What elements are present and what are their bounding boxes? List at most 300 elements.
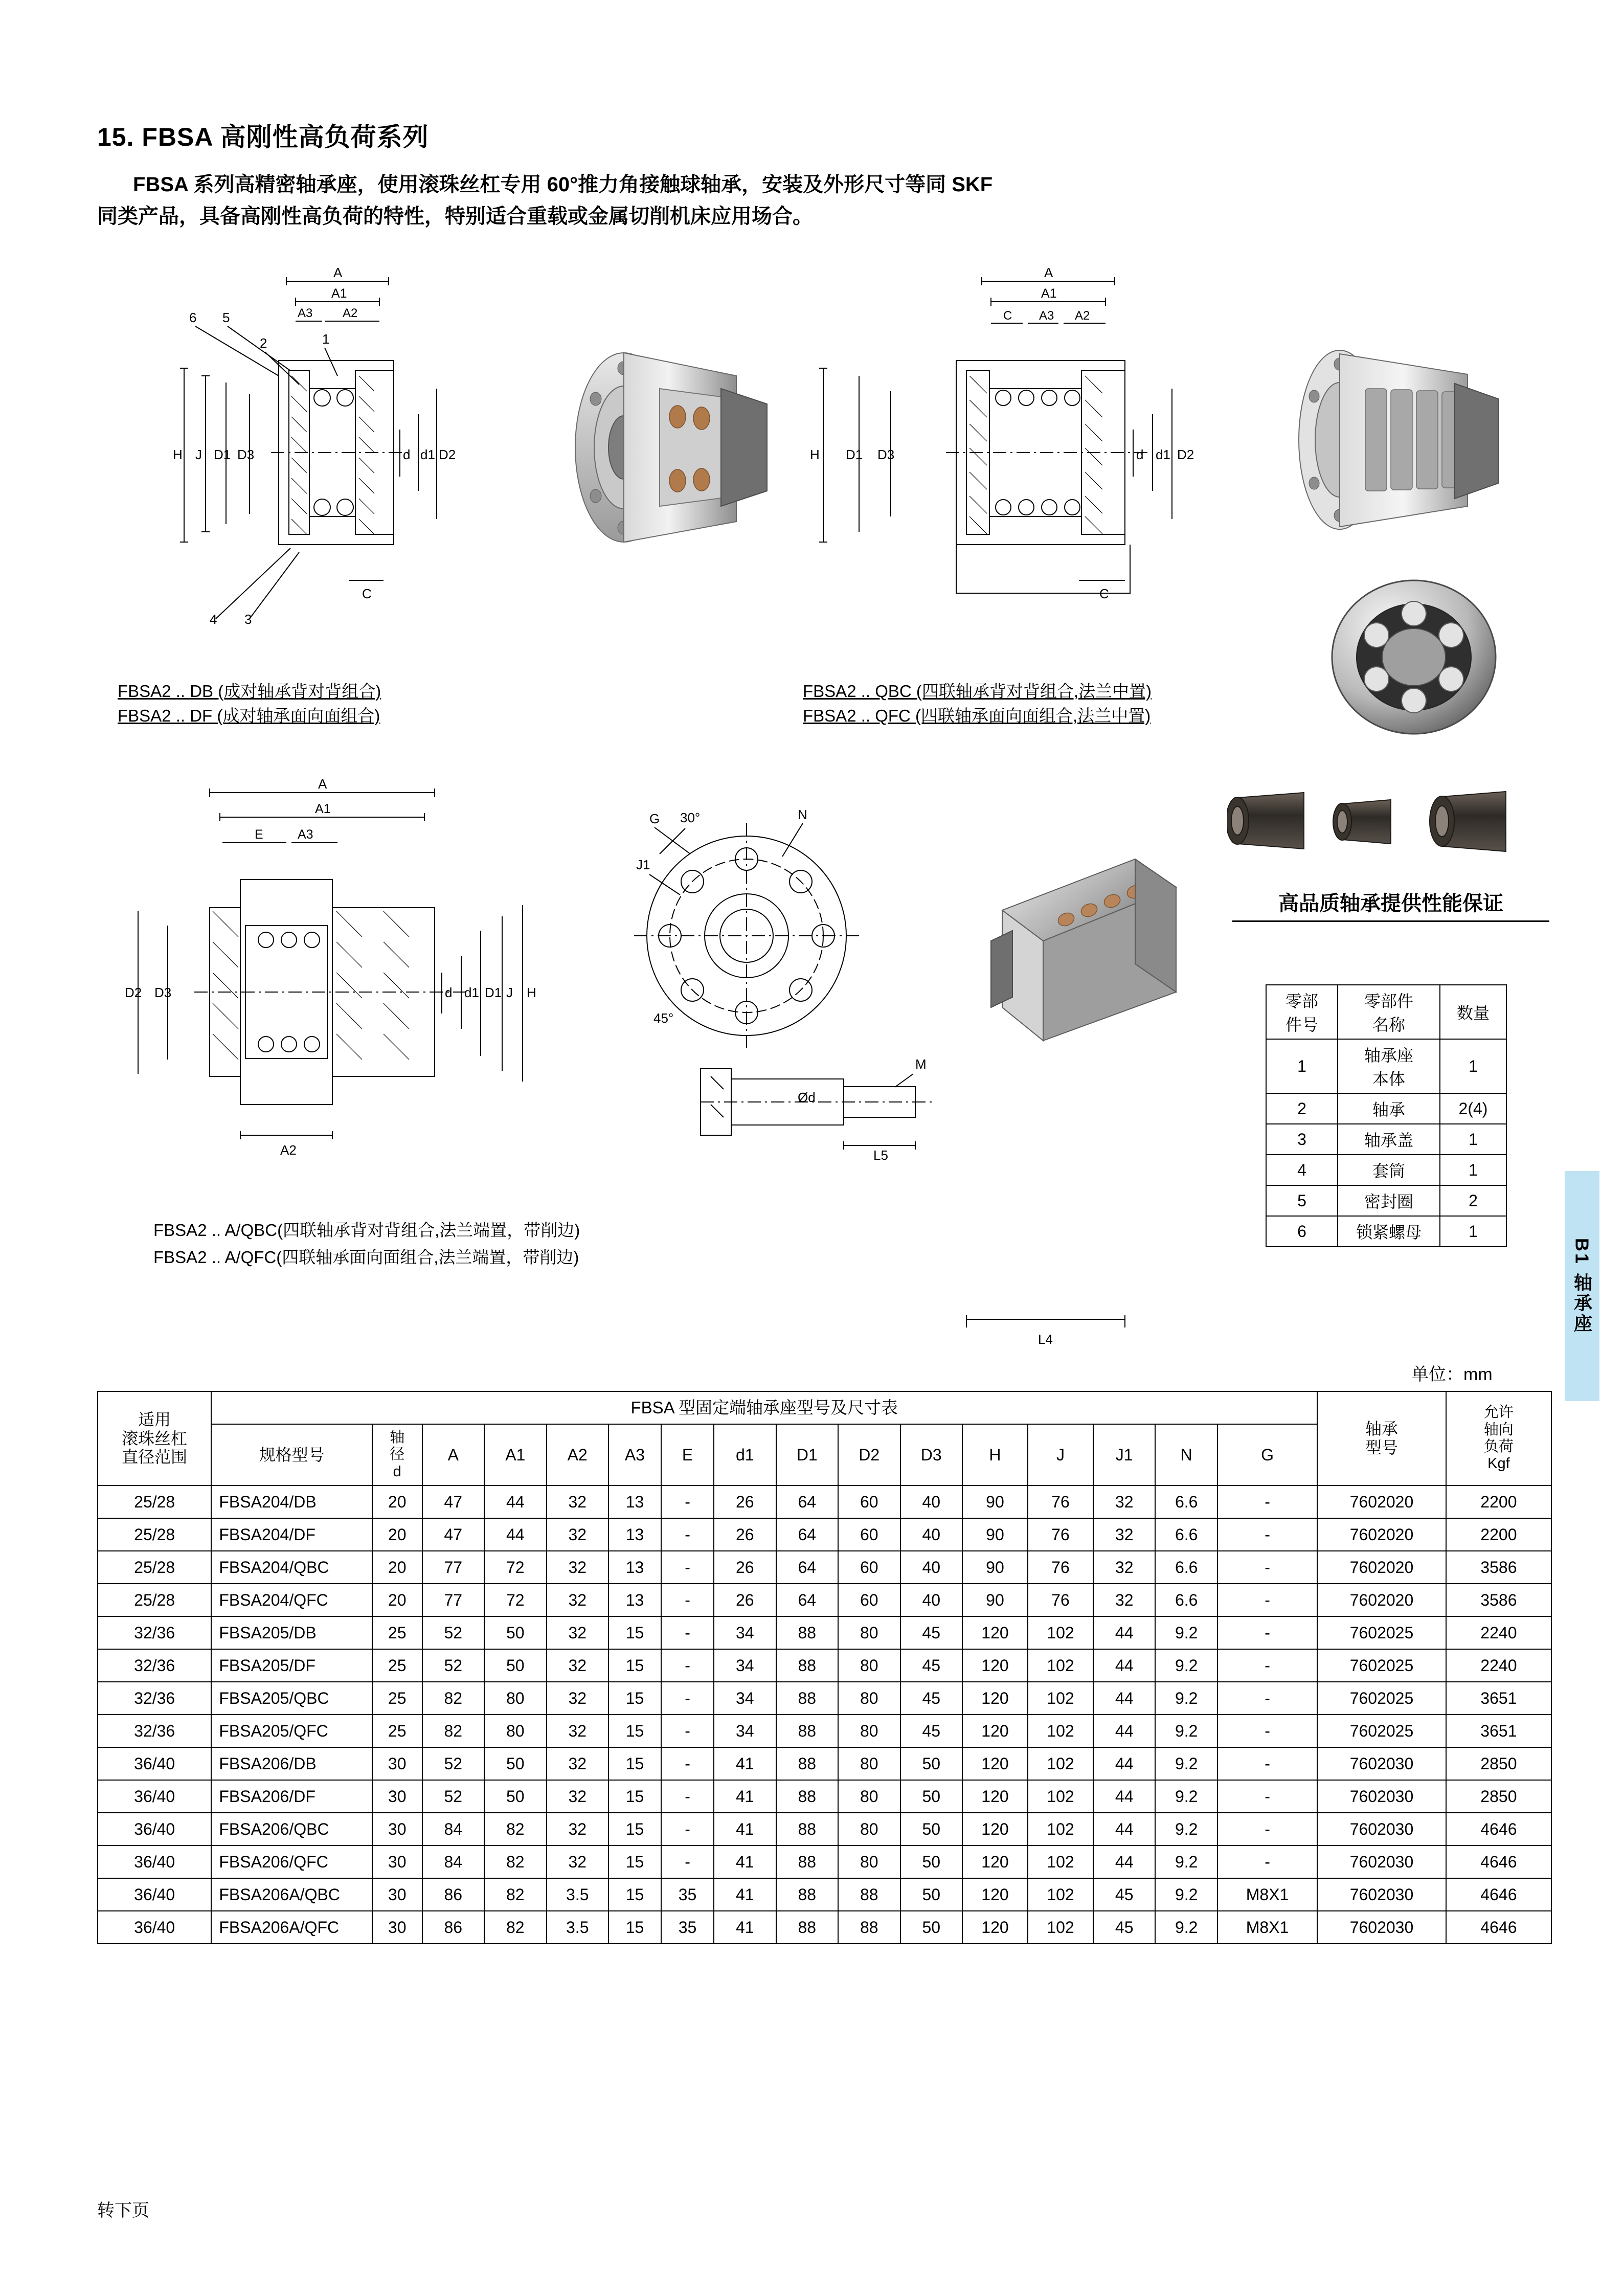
cell-D3: 45 (900, 1715, 962, 1747)
svg-text:D2: D2 (125, 985, 142, 1000)
header-D1: D1 (776, 1424, 838, 1485)
svg-text:C: C (362, 586, 372, 601)
header-A1: A1 (484, 1424, 546, 1485)
cell-d: 20 (372, 1551, 422, 1584)
cell-model: FBSA205/QFC (211, 1715, 372, 1747)
cell-A2: 32 (547, 1485, 608, 1518)
cell-E: - (661, 1715, 714, 1747)
cell-d1: 26 (714, 1551, 776, 1584)
figure-3-photo (982, 839, 1197, 1053)
cell-d: 30 (372, 1911, 422, 1944)
svg-text:L5: L5 (873, 1147, 888, 1161)
cell-A1: 82 (484, 1878, 546, 1911)
header-D3: D3 (900, 1424, 962, 1485)
parts-header-name: 零部件 名称 (1338, 985, 1440, 1039)
part-no: 4 (1266, 1155, 1338, 1185)
cell-A: 77 (422, 1584, 484, 1616)
cell-H: 120 (962, 1780, 1028, 1813)
svg-text:D1: D1 (846, 447, 863, 462)
part-name: 锁紧螺母 (1338, 1216, 1440, 1247)
cell-A3: 15 (608, 1878, 661, 1911)
svg-text:A1: A1 (1041, 286, 1057, 301)
cell-range: 25/28 (98, 1485, 211, 1518)
page-title: 15. FBSA 高刚性高负荷系列 (97, 123, 429, 151)
cell-A: 52 (422, 1649, 484, 1682)
cell-load: 3651 (1446, 1715, 1551, 1747)
cell-load: 3651 (1446, 1682, 1551, 1715)
cell-model: FBSA206/QBC (211, 1813, 372, 1845)
cell-E: - (661, 1813, 714, 1845)
header-D2: D2 (838, 1424, 900, 1485)
cell-G: M8X1 (1217, 1878, 1317, 1911)
part-no: 2 (1266, 1093, 1338, 1124)
cell-A2: 32 (547, 1682, 608, 1715)
cell-D1: 88 (776, 1715, 838, 1747)
cell-J1: 45 (1093, 1878, 1155, 1911)
cell-A2: 32 (547, 1551, 608, 1584)
cell-J: 102 (1028, 1715, 1093, 1747)
figure-3-caption-line-1: FBSA2 .. A/QBC(四联轴承背对背组合,法兰端置，带削边) (153, 1221, 580, 1240)
cell-bearing: 7602030 (1317, 1845, 1446, 1878)
cell-A: 77 (422, 1551, 484, 1584)
cell-D1: 88 (776, 1780, 838, 1813)
cell-model: FBSA206A/QFC (211, 1911, 372, 1944)
cell-A1: 82 (484, 1911, 546, 1944)
svg-text:A1: A1 (315, 802, 331, 816)
table-row (98, 1715, 1551, 1747)
cell-A2: 32 (547, 1584, 608, 1616)
header-axial-load: 允许 轴向 负荷 Kgf (1446, 1391, 1551, 1485)
cell-A3: 15 (608, 1649, 661, 1682)
cell-load: 3586 (1446, 1551, 1551, 1584)
figure-1-photo (568, 327, 787, 568)
cell-G: - (1217, 1845, 1317, 1878)
cell-A: 52 (422, 1780, 484, 1813)
svg-text:Ød: Ød (798, 1090, 816, 1105)
cell-d: 25 (372, 1715, 422, 1747)
figure-1-caption (118, 679, 381, 728)
cell-H: 90 (962, 1485, 1028, 1518)
dimension-table (97, 1391, 1552, 1944)
cell-H: 120 (962, 1715, 1028, 1747)
cell-load: 4646 (1446, 1845, 1551, 1878)
svg-text:4: 4 (210, 612, 217, 627)
cell-G: M8X1 (1217, 1911, 1317, 1944)
cell-H: 90 (962, 1584, 1028, 1616)
cell-range: 36/40 (98, 1878, 211, 1911)
cell-D2: 80 (838, 1813, 900, 1845)
intro-line-1: FBSA 系列高精密轴承座，使用滚珠丝杠专用 60°推力角接触球轴承，安装及外形尺寸等同 SKF (133, 173, 993, 196)
cell-J1: 44 (1093, 1715, 1155, 1747)
svg-text:C: C (1099, 586, 1109, 601)
cell-J1: 32 (1093, 1584, 1155, 1616)
header-J1: J1 (1093, 1424, 1155, 1485)
cell-model: FBSA204/QFC (211, 1584, 372, 1616)
cell-G: - (1217, 1551, 1317, 1584)
part-qty: 1 (1440, 1216, 1506, 1247)
cell-model: FBSA205/DF (211, 1649, 372, 1682)
svg-text:L4: L4 (1038, 1332, 1053, 1347)
cell-N: 9.2 (1155, 1780, 1217, 1813)
figure-2-caption-line-2: FBSA2 .. QFC (四联轴承面向面组合,法兰中置) (803, 706, 1151, 725)
svg-text:d: d (445, 985, 453, 1000)
table-row (98, 1813, 1551, 1845)
svg-text:D3: D3 (237, 447, 255, 462)
parts-table-header-row (1266, 985, 1506, 1039)
cell-load: 2240 (1446, 1616, 1551, 1649)
cell-D3: 45 (900, 1682, 962, 1715)
svg-text:N: N (798, 807, 807, 822)
table-row (98, 1747, 1551, 1780)
cell-d: 25 (372, 1616, 422, 1649)
cell-model: FBSA205/DB (211, 1616, 372, 1649)
header-J: J (1028, 1424, 1093, 1485)
cell-bearing: 7602025 (1317, 1649, 1446, 1682)
cell-J1: 32 (1093, 1551, 1155, 1584)
cell-J: 76 (1028, 1584, 1093, 1616)
cell-D2: 80 (838, 1649, 900, 1682)
cell-J: 76 (1028, 1485, 1093, 1518)
cell-D1: 88 (776, 1845, 838, 1878)
cell-E: - (661, 1747, 714, 1780)
cell-A1: 72 (484, 1551, 546, 1584)
header-H: H (962, 1424, 1028, 1485)
svg-text:3: 3 (244, 612, 252, 627)
header-A2: A2 (547, 1424, 608, 1485)
cell-range: 36/40 (98, 1845, 211, 1878)
cell-N: 9.2 (1155, 1878, 1217, 1911)
cell-range: 25/28 (98, 1551, 211, 1584)
table-row (1266, 1185, 1506, 1216)
cell-G: - (1217, 1780, 1317, 1813)
cell-D2: 80 (838, 1747, 900, 1780)
cell-model: FBSA206A/QBC (211, 1878, 372, 1911)
cell-D2: 60 (838, 1584, 900, 1616)
svg-text:D3: D3 (154, 985, 172, 1000)
parts-list-table (1266, 984, 1507, 1247)
svg-text:30°: 30° (680, 810, 701, 825)
part-name: 套筒 (1338, 1155, 1440, 1185)
table-row (98, 1649, 1551, 1682)
cell-bearing: 7602025 (1317, 1682, 1446, 1715)
cell-J1: 44 (1093, 1616, 1155, 1649)
cell-E: - (661, 1551, 714, 1584)
cell-D3: 50 (900, 1780, 962, 1813)
part-name: 轴承座 本体 (1338, 1039, 1440, 1093)
cell-bearing: 7602030 (1317, 1747, 1446, 1780)
cell-A2: 32 (547, 1616, 608, 1649)
cell-D3: 50 (900, 1878, 962, 1911)
cell-J: 102 (1028, 1845, 1093, 1878)
svg-text:D2: D2 (1177, 447, 1194, 462)
part-name: 轴承 (1338, 1093, 1440, 1124)
svg-text:A2: A2 (343, 306, 358, 320)
ball-bearing-photo (1324, 573, 1503, 741)
table-row (1266, 1155, 1506, 1185)
cell-N: 9.2 (1155, 1715, 1217, 1747)
cell-D3: 40 (900, 1584, 962, 1616)
cell-J: 102 (1028, 1682, 1093, 1715)
svg-text:C: C (1003, 309, 1012, 323)
cell-range: 36/40 (98, 1747, 211, 1780)
svg-text:A1: A1 (331, 286, 347, 301)
cell-range: 32/36 (98, 1682, 211, 1715)
cell-bearing: 7602020 (1317, 1485, 1446, 1518)
cell-d: 20 (372, 1485, 422, 1518)
figure-1-caption-line-2: FBSA2 .. DF (成对轴承面向面组合) (118, 706, 380, 725)
svg-text:D1: D1 (214, 447, 231, 462)
cell-d1: 26 (714, 1485, 776, 1518)
cell-H: 120 (962, 1682, 1028, 1715)
cell-D3: 40 (900, 1485, 962, 1518)
cell-A3: 13 (608, 1485, 661, 1518)
table-row (1266, 1124, 1506, 1155)
cell-J: 102 (1028, 1649, 1093, 1682)
cell-A: 84 (422, 1845, 484, 1878)
header-model: 规格型号 (211, 1424, 372, 1485)
cell-load: 4646 (1446, 1878, 1551, 1911)
cell-E: - (661, 1584, 714, 1616)
cell-d1: 41 (714, 1911, 776, 1944)
part-qty: 1 (1440, 1124, 1506, 1155)
cell-load: 2850 (1446, 1747, 1551, 1780)
cell-D2: 80 (838, 1715, 900, 1747)
header-span-title: FBSA 型固定端轴承座型号及尺寸表 (211, 1391, 1317, 1424)
cell-range: 32/36 (98, 1616, 211, 1649)
cell-D2: 88 (838, 1878, 900, 1911)
cell-D1: 88 (776, 1682, 838, 1715)
cell-G: - (1217, 1518, 1317, 1551)
cell-A1: 82 (484, 1813, 546, 1845)
cell-H: 120 (962, 1616, 1028, 1649)
cell-H: 120 (962, 1911, 1028, 1944)
cell-A2: 32 (547, 1780, 608, 1813)
cell-D1: 88 (776, 1649, 838, 1682)
svg-text:45°: 45° (653, 1010, 674, 1026)
cell-D1: 88 (776, 1616, 838, 1649)
cell-d1: 41 (714, 1747, 776, 1780)
cell-range: 36/40 (98, 1813, 211, 1845)
part-no: 3 (1266, 1124, 1338, 1155)
cell-A2: 32 (547, 1813, 608, 1845)
cell-E: - (661, 1845, 714, 1878)
cell-G: - (1217, 1649, 1317, 1682)
svg-text:d: d (1136, 447, 1144, 462)
cell-E: - (661, 1682, 714, 1715)
cell-A1: 80 (484, 1682, 546, 1715)
table-row (98, 1878, 1551, 1911)
cell-A3: 15 (608, 1715, 661, 1747)
cell-load: 2850 (1446, 1780, 1551, 1813)
cell-J: 102 (1028, 1911, 1093, 1944)
cell-N: 9.2 (1155, 1616, 1217, 1649)
cell-A1: 50 (484, 1649, 546, 1682)
cell-A3: 13 (608, 1551, 661, 1584)
cell-bearing: 7602030 (1317, 1780, 1446, 1813)
cell-A2: 3.5 (547, 1911, 608, 1944)
dimension-table-title-row (98, 1391, 1551, 1424)
cell-A2: 32 (547, 1845, 608, 1878)
figure-1-cross-section (169, 266, 557, 655)
svg-text:D2: D2 (439, 447, 456, 462)
cell-D2: 88 (838, 1911, 900, 1944)
cell-N: 9.2 (1155, 1911, 1217, 1944)
cell-d1: 41 (714, 1845, 776, 1878)
cell-J1: 32 (1093, 1518, 1155, 1551)
cell-J1: 44 (1093, 1747, 1155, 1780)
cell-A3: 15 (608, 1813, 661, 1845)
part-no: 1 (1266, 1039, 1338, 1093)
cell-A: 86 (422, 1911, 484, 1944)
cell-H: 90 (962, 1551, 1028, 1584)
svg-text:A3: A3 (298, 827, 313, 842)
cell-H: 120 (962, 1649, 1028, 1682)
cell-J1: 45 (1093, 1911, 1155, 1944)
cell-A2: 32 (547, 1518, 608, 1551)
table-row (98, 1584, 1551, 1616)
cell-J1: 32 (1093, 1485, 1155, 1518)
cell-A3: 15 (608, 1911, 661, 1944)
cell-A3: 15 (608, 1616, 661, 1649)
svg-text:A3: A3 (298, 306, 313, 320)
part-qty: 1 (1440, 1039, 1506, 1093)
cell-bearing: 7602030 (1317, 1878, 1446, 1911)
cell-J1: 44 (1093, 1649, 1155, 1682)
cell-D1: 88 (776, 1911, 838, 1944)
svg-text:6: 6 (189, 310, 197, 325)
cell-A1: 50 (484, 1616, 546, 1649)
cell-load: 2240 (1446, 1649, 1551, 1682)
figure-4-front-view (629, 803, 1028, 1161)
svg-text:d: d (403, 447, 411, 462)
cell-J: 102 (1028, 1616, 1093, 1649)
svg-text:D3: D3 (877, 447, 895, 462)
cell-D1: 64 (776, 1518, 838, 1551)
header-bearing-model: 轴承 型号 (1317, 1391, 1446, 1485)
cell-J: 76 (1028, 1518, 1093, 1551)
cell-load: 2200 (1446, 1485, 1551, 1518)
cell-d: 30 (372, 1780, 422, 1813)
part-qty: 2 (1440, 1185, 1506, 1216)
cell-J1: 44 (1093, 1780, 1155, 1813)
cell-D2: 80 (838, 1780, 900, 1813)
part-no: 5 (1266, 1185, 1338, 1216)
cell-d: 30 (372, 1813, 422, 1845)
cell-N: 9.2 (1155, 1747, 1217, 1780)
table-row (98, 1518, 1551, 1551)
cell-d1: 26 (714, 1584, 776, 1616)
figure-4-dimension-L4 (956, 1304, 1140, 1350)
cell-D3: 40 (900, 1551, 962, 1584)
cell-bearing: 7602020 (1317, 1584, 1446, 1616)
cell-A1: 44 (484, 1485, 546, 1518)
cell-A3: 15 (608, 1682, 661, 1715)
cell-E: 35 (661, 1878, 714, 1911)
cell-D2: 80 (838, 1682, 900, 1715)
cell-A2: 32 (547, 1747, 608, 1780)
parts-header-no: 零部 件号 (1266, 985, 1338, 1039)
cell-G: - (1217, 1747, 1317, 1780)
cell-d: 25 (372, 1682, 422, 1715)
footer-next-page: 转下页 (97, 2201, 149, 2220)
intro-line-2: 同类产品，具备高刚性高负荷的特性，特别适合重载或金属切削机床应用场合。 (97, 205, 813, 228)
cell-d1: 34 (714, 1715, 776, 1747)
cell-bearing: 7602030 (1317, 1813, 1446, 1845)
svg-text:H: H (173, 447, 183, 462)
cell-load: 2200 (1446, 1518, 1551, 1551)
figure-2-caption-line-1: FBSA2 .. QBC (四联轴承背对背组合,法兰中置) (803, 682, 1152, 701)
cell-H: 120 (962, 1813, 1028, 1845)
header-A3: A3 (608, 1424, 661, 1485)
cell-model: FBSA206/QFC (211, 1845, 372, 1878)
header-G: G (1217, 1424, 1317, 1485)
cell-range: 25/28 (98, 1518, 211, 1551)
cell-bearing: 7602025 (1317, 1616, 1446, 1649)
table-row (1266, 1216, 1506, 1247)
figure-3-cross-section (118, 777, 588, 1181)
svg-text:H: H (810, 447, 820, 462)
cell-E: - (661, 1518, 714, 1551)
part-qty: 1 (1440, 1155, 1506, 1185)
cell-d1: 26 (714, 1518, 776, 1551)
cell-d1: 41 (714, 1780, 776, 1813)
part-no: 6 (1266, 1216, 1338, 1247)
cell-N: 6.6 (1155, 1485, 1217, 1518)
header-shaft-diameter: 轴 径 d (372, 1424, 422, 1485)
cell-J1: 44 (1093, 1845, 1155, 1878)
cell-J: 102 (1028, 1747, 1093, 1780)
cell-D1: 64 (776, 1551, 838, 1584)
svg-text:M: M (915, 1056, 927, 1072)
svg-text:1: 1 (322, 331, 330, 347)
cell-range: 36/40 (98, 1911, 211, 1944)
cell-N: 9.2 (1155, 1813, 1217, 1845)
cell-D1: 88 (776, 1813, 838, 1845)
table-row (98, 1911, 1551, 1944)
cell-d1: 41 (714, 1813, 776, 1845)
cell-D3: 50 (900, 1747, 962, 1780)
svg-text:A2: A2 (1075, 309, 1090, 323)
cell-A: 86 (422, 1878, 484, 1911)
cell-N: 9.2 (1155, 1649, 1217, 1682)
svg-text:5: 5 (222, 310, 230, 325)
cell-bearing: 7602020 (1317, 1551, 1446, 1584)
cell-N: 9.2 (1155, 1845, 1217, 1878)
cell-E: - (661, 1616, 714, 1649)
cell-d1: 34 (714, 1682, 776, 1715)
cell-E: 35 (661, 1911, 714, 1944)
cell-J: 102 (1028, 1780, 1093, 1813)
cell-A: 47 (422, 1485, 484, 1518)
cell-D2: 60 (838, 1518, 900, 1551)
side-tab-bearing-housing (1565, 1171, 1599, 1401)
svg-text:J: J (506, 985, 513, 1000)
cell-D2: 80 (838, 1616, 900, 1649)
cell-d: 20 (372, 1518, 422, 1551)
cell-model: FBSA204/DF (211, 1518, 372, 1551)
cell-model: FBSA205/QBC (211, 1682, 372, 1715)
table-row (98, 1682, 1551, 1715)
cell-bearing: 7602025 (1317, 1715, 1446, 1747)
svg-text:A: A (318, 777, 327, 792)
figure-3-caption-line-2: FBSA2 .. A/QFC(四联轴承面向面组合,法兰端置，带削边) (153, 1247, 579, 1267)
svg-text:G: G (649, 811, 660, 826)
table-row (98, 1845, 1551, 1878)
cell-D2: 60 (838, 1551, 900, 1584)
cell-load: 3586 (1446, 1584, 1551, 1616)
table-row (98, 1485, 1551, 1518)
table-row (98, 1616, 1551, 1649)
